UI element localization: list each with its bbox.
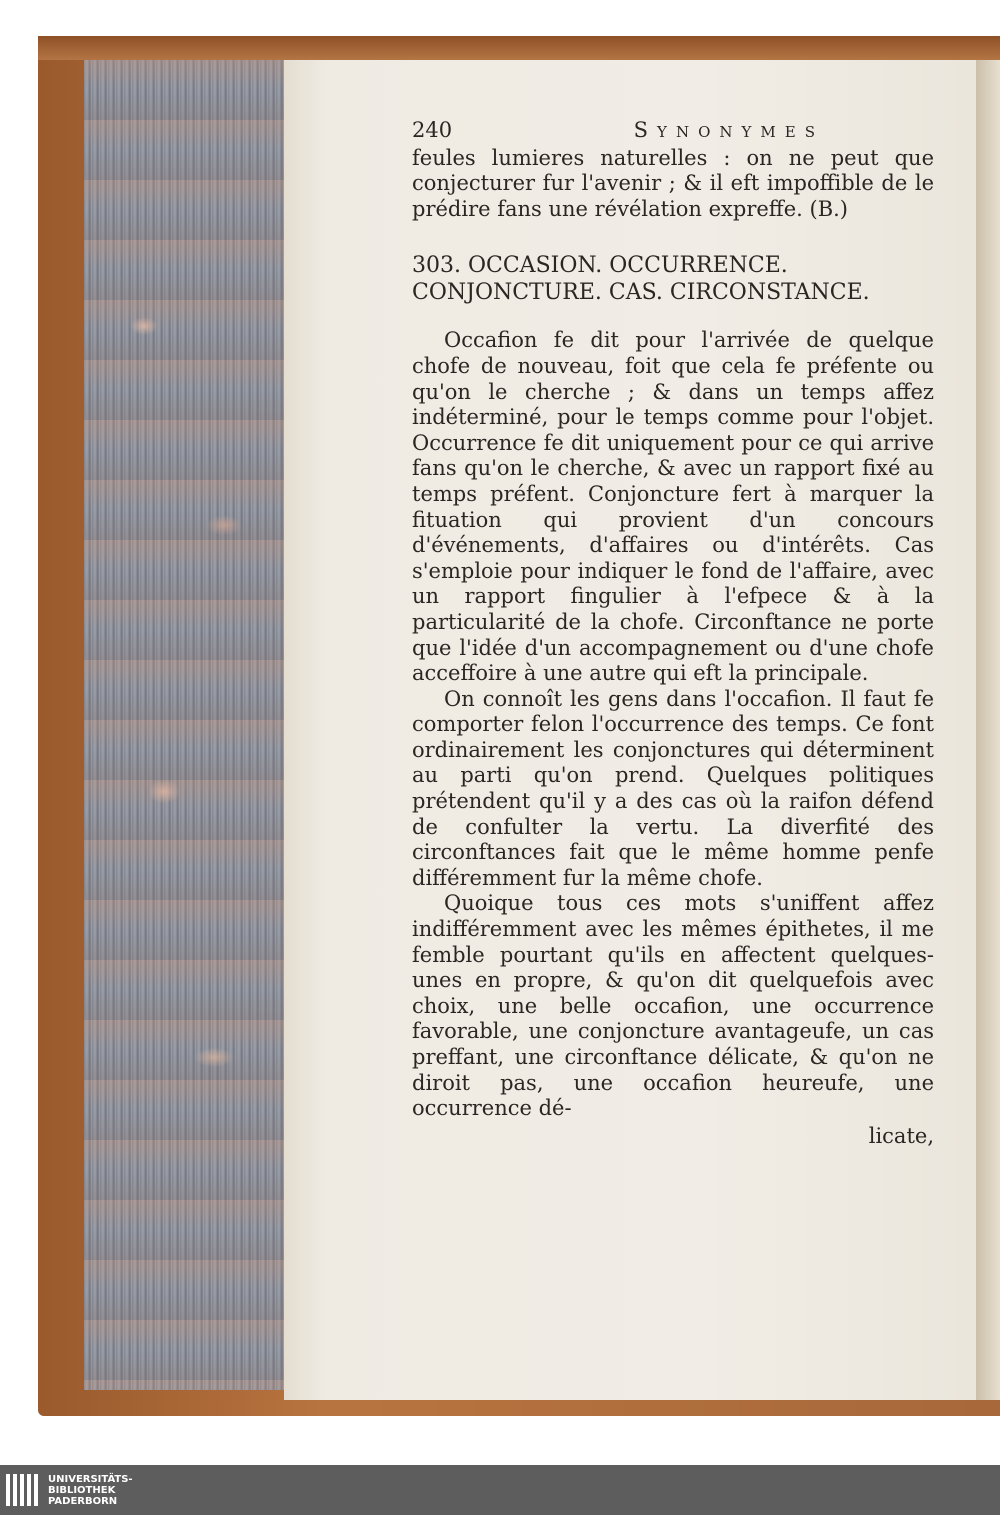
article-title: 303. OCCASION. OCCURRENCE. CONJONCTURE. CAS. CIRCONSTANCE. (412, 253, 870, 306)
cover-top-edge (38, 36, 1000, 60)
library-logo-icon (6, 1474, 38, 1506)
catchword: licate, (868, 1123, 934, 1148)
page-header (412, 118, 934, 144)
running-head: Synonymes (633, 118, 824, 142)
body-paragraph: Quoique tous ces mots s'uniffent affez indifféremment avec les mêmes épithetes, il me femble pourtant qu'ils en affectent quelques-unes en propre, & qu'on dit quelquefois avec choix, une belle occafion, une occurrence favorable, une conjoncture avantageufe, un cas preffant, une circonftance délicate, & qu'on ne diroit pas, une occafion heureufe, une occurrence dé- (412, 891, 934, 1121)
library-name: UNIVERSITÄTS- BIBLIOTHEK PADERBORN (48, 1473, 133, 1507)
page-text (412, 118, 934, 1149)
marbled-page-edges (84, 60, 284, 1390)
page-number: 240 (412, 118, 453, 142)
body-paragraph: Occafion fe dit pour l'arrivée de quelque chofe de nouveau, foit que cela fe préfente ou qu'on le cherche ; & dans un temps affez indéterminé, pour le temps comme pour l'objet. Occurrence fe dit uniquement pour ce qui arrive fans qu'on le cherche, & avec un rapport fixé au temps préfent. Conjoncture fert à marquer la fituation qui provient d'un concours d'événements, d'affaires ou d'intérêts. Cas s'emploie pour indiquer le fond de l'affaire, avec un rapport fingulier à l'efpece & à la particularité de la chofe. Circonftance ne porte que l'idée d'un accompagnement ou d'une chofe acceffoire à une autre qui eft la principale. (412, 328, 934, 686)
library-footer (0, 1465, 1000, 1515)
body-paragraph: On connoît les gens dans l'occafion. Il faut fe comporter felon l'occurrence des temps. Ce font ordinairement les conjonctures qui déterminent au parti qu'on prend. Quelques politiques prétendent qu'il y a des cas où la raifon défend de confulter la vertu. La diverfité des circonftances fait que le même homme penfe différemment fur la même chofe. (412, 686, 934, 890)
facing-page-edge (976, 60, 1000, 1400)
intro-paragraph: feules lumieres naturelles : on ne peut que conjecturer fur l'avenir ; & il eft impoffible de le prédire fans une révélation expreffe. (B.) (412, 145, 934, 221)
